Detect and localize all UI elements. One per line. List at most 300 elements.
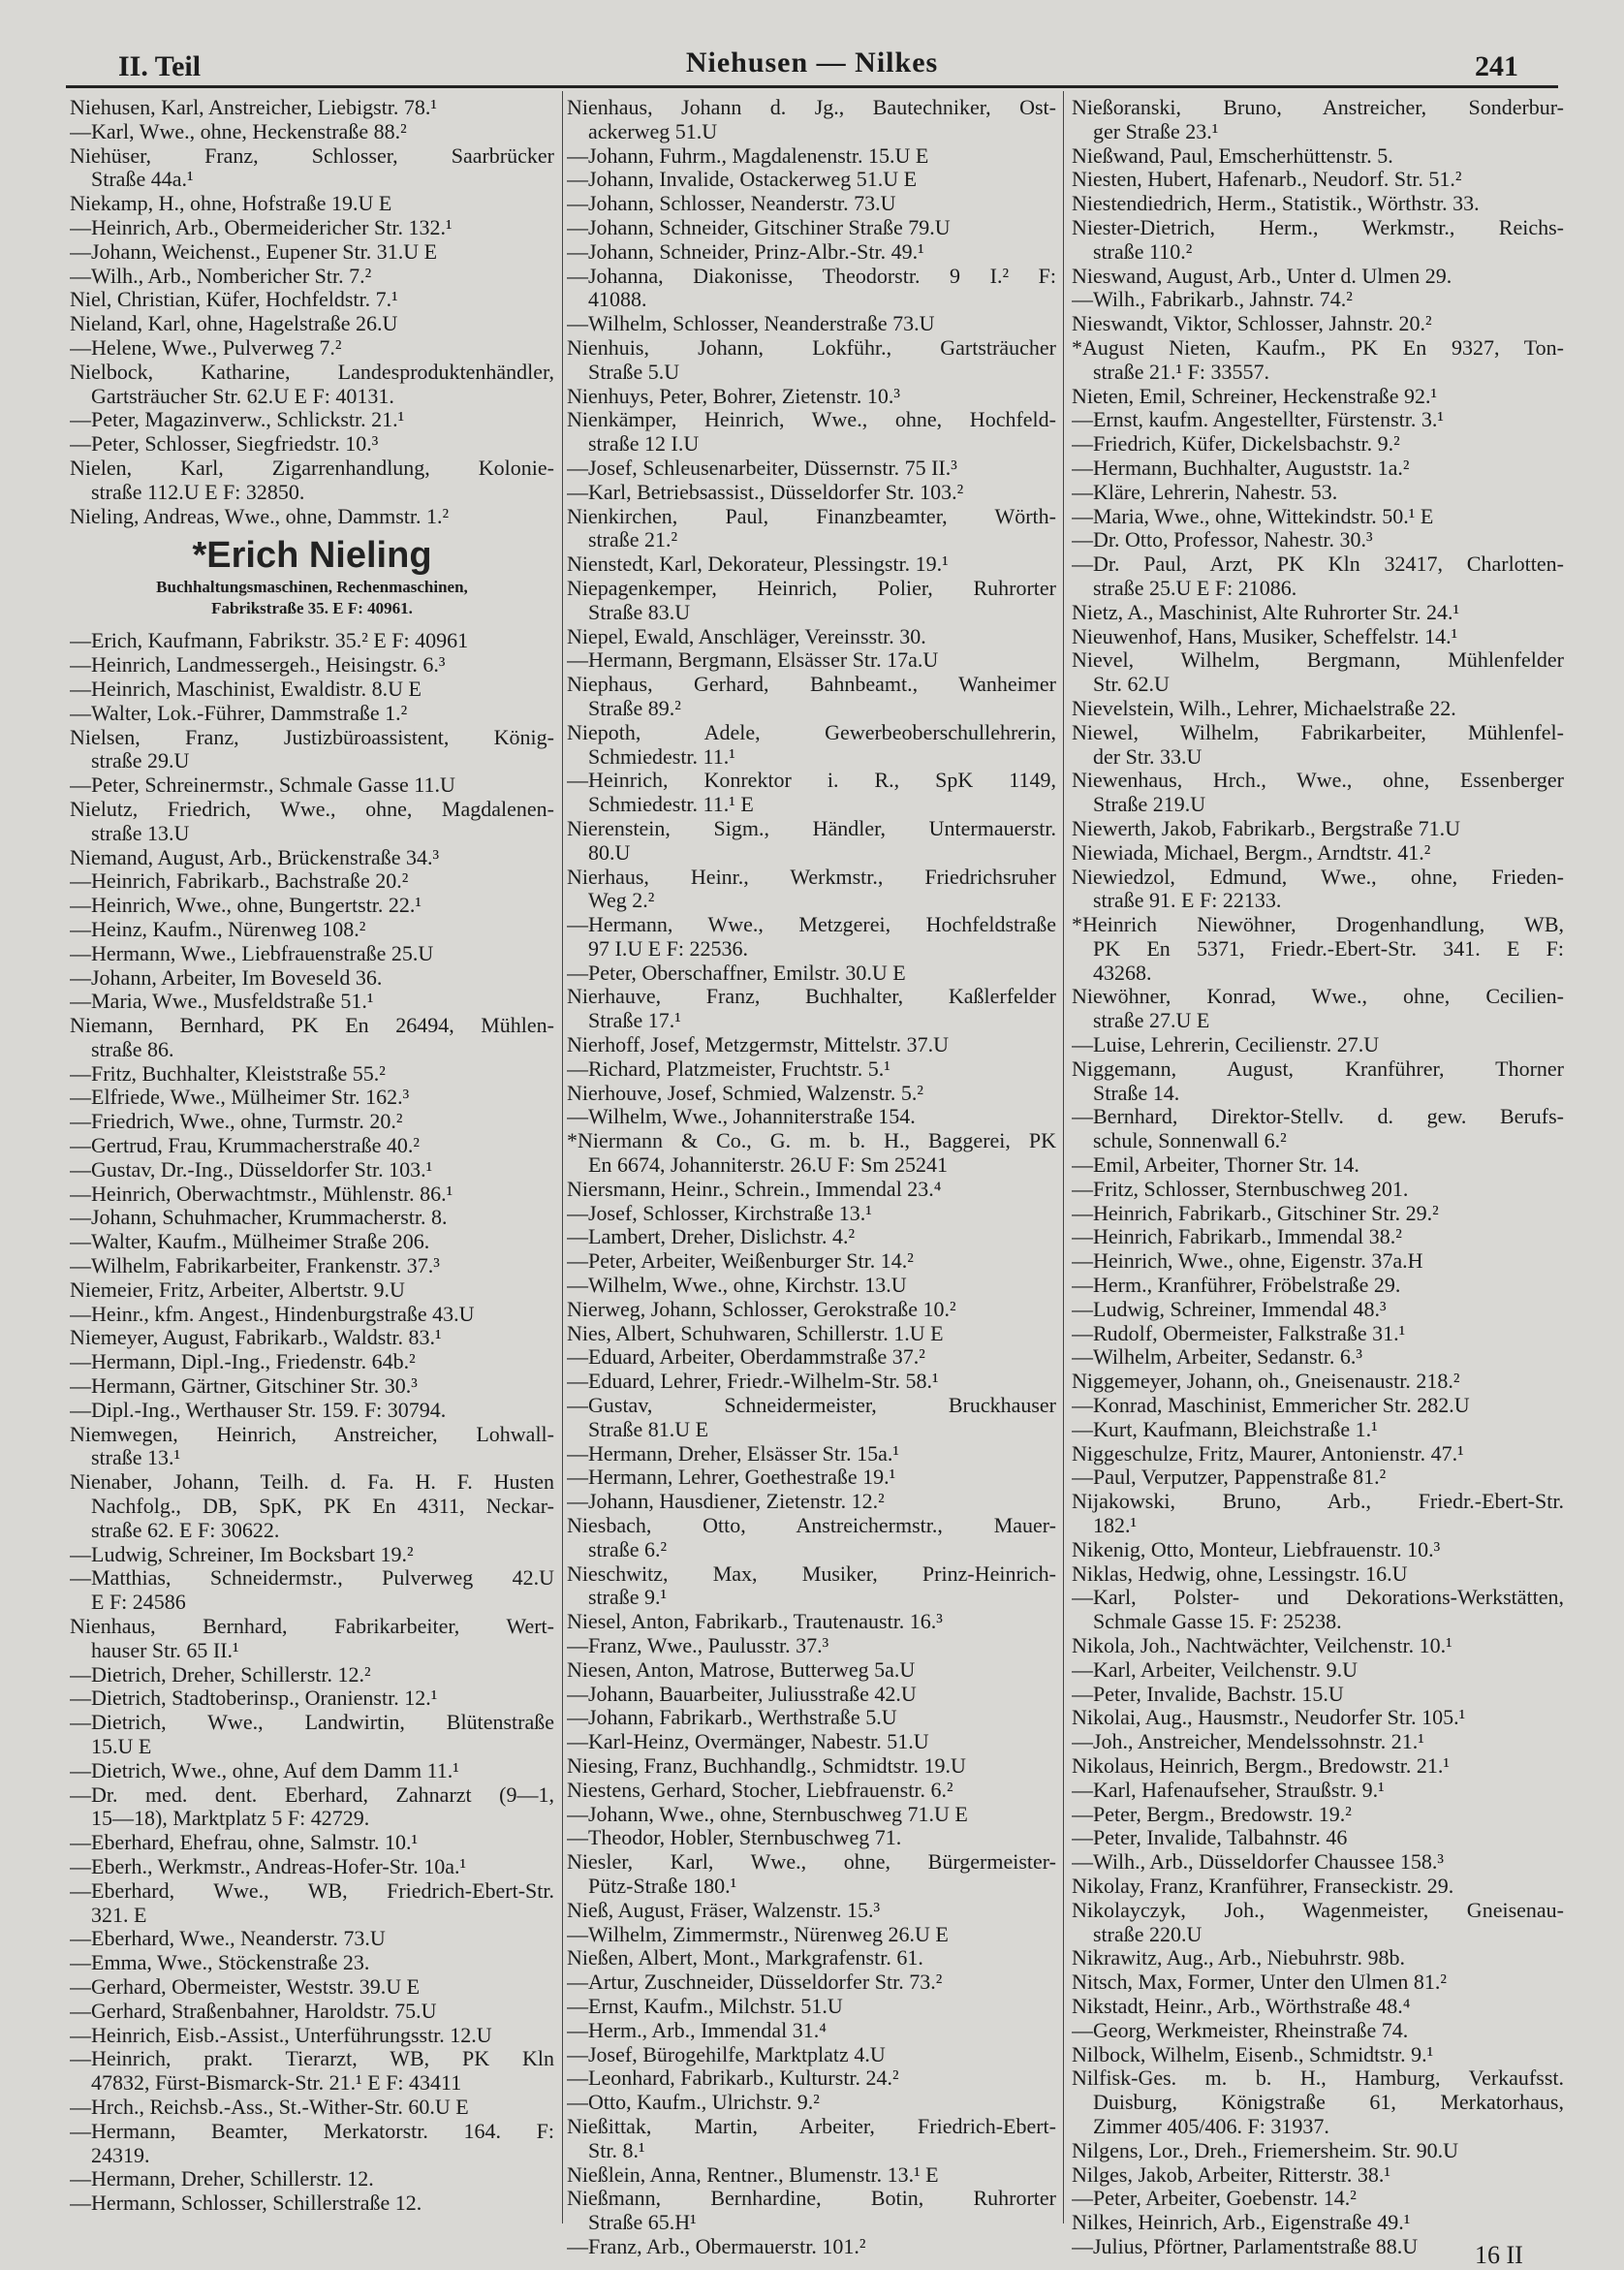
entry-line: —Peter, Arbeiter, Goebenstr. 14.² xyxy=(1072,2187,1357,2211)
entry-line: —Dr. Otto, Professor, Nahestr. 30.³ xyxy=(1072,528,1373,552)
entry-continuation-line: Straße 5.U xyxy=(588,360,680,384)
entry-line: —Konrad, Maschinist, Emmericher Str. 282.U xyxy=(1072,1394,1470,1418)
directory-entry xyxy=(567,505,1056,553)
entry-line: Nießen, Albert, Mont., Markgrafenstr. 61. xyxy=(567,1946,923,1970)
entry-line: —Heinrich, Fabrikarb., Gitschiner Str. 29.² xyxy=(1072,1201,1439,1225)
directory-entry xyxy=(1072,841,1564,866)
entry-line: —Johann, Invalide, Ostackerweg 51.U E xyxy=(567,168,918,192)
entry-line: —Johann, Schneider, Gitschiner Straße 79.U xyxy=(567,215,951,239)
entry-line: Nienhuis, Johann, Lokführ., Gartsträucher xyxy=(567,335,1056,360)
directory-entry xyxy=(567,625,1056,649)
directory-entry xyxy=(70,990,554,1014)
column-divider xyxy=(1063,91,1064,2223)
directory-entry xyxy=(70,408,554,432)
directory-entry xyxy=(1072,1562,1564,1587)
directory-entry xyxy=(70,1350,554,1374)
directory-entry xyxy=(70,918,554,942)
entry-line: —Friedrich, Wwe., ohne, Turmstr. 20.² xyxy=(70,1110,403,1134)
entry-line: —Ernst, Kaufm., Milchstr. 51.U xyxy=(567,1994,843,2018)
entry-line: —Dietrich, Wwe., ohne, Auf dem Damm 11.¹ xyxy=(70,1758,459,1782)
entry-line: —Johann, Schlosser, Neanderstr. 73.U xyxy=(567,192,896,216)
entry-line: —Dipl.-Ing., Werthauser Str. 159. F: 30794. xyxy=(70,1398,447,1422)
directory-entry xyxy=(1072,1803,1564,1827)
entry-line: —Josef, Schlosser, Kirchstraße 13.¹ xyxy=(567,1201,872,1225)
directory-entry xyxy=(1072,144,1564,169)
entry-continuation-line: straße 27.U E xyxy=(1093,1009,1210,1033)
directory-entry xyxy=(1072,648,1564,697)
directory-entry xyxy=(1072,552,1564,601)
directory-entry xyxy=(1072,505,1564,529)
entry-line: —Hermann, Dreher, Elsässer Str. 15a.¹ xyxy=(567,1441,899,1466)
entry-line: —Johann, Schuhmacher, Krummacherstr. 8. xyxy=(70,1206,448,1230)
ad-line: Fabrikstraße 35. E F: 40961. xyxy=(211,599,413,618)
entry-continuation-line: 15.U E xyxy=(91,1735,152,1758)
directory-entry xyxy=(1072,528,1564,552)
entry-continuation-line: straße 62. E F: 30622. xyxy=(91,1518,280,1542)
directory-entry xyxy=(1072,1995,1564,2019)
directory-entry xyxy=(567,240,1056,265)
entry-line: Nieß, August, Fräser, Walzenstr. 15.³ xyxy=(567,1898,881,1922)
entry-continuation-line: Straße 14. xyxy=(1093,1081,1180,1105)
directory-entry xyxy=(567,1730,1056,1754)
entry-line: Nienhuys, Peter, Bohrer, Zietenstr. 10.³ xyxy=(567,384,900,408)
directory-entry xyxy=(567,1803,1056,1827)
entry-line: —Franz, Arb., Obermauerstr. 101.² xyxy=(567,2234,866,2258)
entry-line: Niesten, Hubert, Hafenarb., Neudorf. Str. 51.² xyxy=(1072,168,1462,192)
directory-entry xyxy=(70,1110,554,1134)
directory-entry xyxy=(1072,697,1564,721)
directory-entry xyxy=(70,726,554,774)
entry-continuation-line: Schmiedestr. 11.¹ xyxy=(588,744,735,769)
directory-entry xyxy=(567,673,1056,721)
entry-line: —Heinrich, Eisb.-Assist., Unterführungsstr. 12.U xyxy=(70,2023,492,2047)
entry-line: Nies, Albert, Schuhwaren, Schillerstr. 1.U E xyxy=(567,1321,944,1345)
directory-entry xyxy=(567,168,1056,192)
entry-line: —Johann, Schneider, Prinz-Albr.-Str. 49.¹ xyxy=(567,239,924,264)
entry-line: *Heinrich Niewöhner, Drogenhandlung, WB, xyxy=(1072,913,1564,937)
entry-line: —Josef, Schleusenarbeiter, Düssernstr. 75 II.³ xyxy=(567,456,957,480)
entry-line: Niemand, August, Arb., Brückenstraße 34.³ xyxy=(70,845,440,869)
entry-continuation-line: Straße 44a.¹ xyxy=(91,168,194,192)
directory-entry xyxy=(70,1783,554,1832)
directory-entry xyxy=(1072,408,1564,432)
entry-line: —Eduard, Lehrer, Friedr.-Wilhelm-Str. 58.¹ xyxy=(567,1370,939,1394)
entry-line: Nieling, Andreas, Wwe., ohne, Dammstr. 1.² xyxy=(70,504,450,528)
entry-line: Niesler, Karl, Wwe., ohne, Bürgermeister- xyxy=(567,1850,1056,1875)
directory-entry xyxy=(1072,1466,1564,1490)
entry-line: —Eberhard, Ehefrau, ohne, Salmstr. 10.¹ xyxy=(70,1831,419,1855)
directory-entry xyxy=(70,265,554,289)
directory-entry xyxy=(567,1466,1056,1490)
directory-entry xyxy=(567,408,1056,457)
entry-line: Niesing, Franz, Buchhandlg., Schmidtstr. 19.U xyxy=(567,1753,966,1778)
entry-line: Nieswand, August, Arb., Unter d. Ulmen 29. xyxy=(1072,264,1452,288)
directory-entry xyxy=(1072,1826,1564,1850)
entry-line: —Peter, Magazinverw., Schlickstr. 21.¹ xyxy=(70,408,405,432)
column-1 xyxy=(70,96,554,2216)
entry-line: Nilges, Jakob, Arbeiter, Ritterstr. 38.¹ xyxy=(1072,2162,1390,2187)
directory-entry xyxy=(567,1298,1056,1322)
entry-continuation-line: straße 13.¹ xyxy=(91,1446,181,1470)
entry-line: —Heinrich, Wwe., ohne, Bungertstr. 22.¹ xyxy=(70,894,422,918)
entry-line: Niester-Dietrich, Herm., Werkmstr., Reichs- xyxy=(1072,215,1564,239)
entry-line: Nielsen, Franz, Justizbüroassistent, König- xyxy=(70,725,554,749)
entry-line: —Julius, Pförtner, Parlamentstraße 88.U xyxy=(1072,2234,1419,2258)
directory-entry xyxy=(1072,817,1564,841)
entry-line: Niel, Christian, Küfer, Hochfeldstr. 7.¹ xyxy=(70,288,398,312)
directory-entry xyxy=(70,505,554,529)
entry-line: —Maria, Wwe., Musfeldstraße 51.¹ xyxy=(70,990,374,1014)
directory-entry xyxy=(1072,769,1564,817)
printer-signature: 16 II xyxy=(1475,2241,1523,2269)
entry-continuation-line: 15—18), Marktplatz 5 F: 42729. xyxy=(91,1807,370,1831)
entry-line: —Walter, Lok.-Führer, Dammstraße 1.² xyxy=(70,701,408,725)
entry-continuation-line: straße 86. xyxy=(91,1037,174,1061)
entry-continuation-line: hauser Str. 65 II.¹ xyxy=(91,1638,239,1662)
directory-entry xyxy=(567,1225,1056,1249)
entry-line: Nijakowski, Bruno, Arb., Friedr.-Ebert-Str. xyxy=(1072,1490,1564,1514)
directory-entry xyxy=(567,1274,1056,1298)
entry-line: Nilkes, Heinrich, Arb., Eigenstraße 49.¹ xyxy=(1072,2211,1411,2235)
entry-line: Nikenig, Otto, Monteur, Liebfrauenstr. 10.³ xyxy=(1072,1537,1441,1561)
directory-entry xyxy=(567,144,1056,169)
entry-line: Nieuwenhof, Hans, Musiker, Scheffelstr. 14.¹ xyxy=(1072,624,1458,648)
entry-continuation-line: straße 6.² xyxy=(588,1537,668,1561)
directory-entry xyxy=(1072,1706,1564,1730)
entry-line: —Peter, Oberschaffner, Emilstr. 30.U E xyxy=(567,961,906,985)
entry-line: Niestens, Gerhard, Stocher, Liebfrauenstr. 6.² xyxy=(567,1778,953,1802)
directory-entry xyxy=(567,1082,1056,1106)
entry-line: Niesel, Anton, Fabrikarb., Trautenaustr. 16.³ xyxy=(567,1610,943,1634)
directory-entry xyxy=(70,1399,554,1423)
directory-entry xyxy=(567,2019,1056,2043)
entry-line: —Wilh., Fabrikarb., Jahnstr. 74.² xyxy=(1072,288,1353,312)
entry-line: Nitsch, Max, Former, Unter den Ulmen 81.² xyxy=(1072,1970,1447,1995)
directory-entry xyxy=(1072,1875,1564,1899)
entry-list xyxy=(70,96,554,528)
entry-line: Nikolaus, Heinrich, Bergm., Bredowstr. 21.¹ xyxy=(1072,1753,1450,1778)
directory-entry xyxy=(1072,288,1564,312)
entry-line: —Ernst, kaufm. Angestellter, Fürstenstr. 3.¹ xyxy=(1072,408,1444,432)
entry-line: Nierhoff, Josef, Metzgermstr, Mittelstr. 37.U xyxy=(567,1033,950,1057)
entry-line: Nielutz, Friedrich, Wwe., ohne, Magdalenen- xyxy=(70,797,554,821)
entry-line: —Dr. med. dent. Eberhard, Zahnarzt (9—1, xyxy=(70,1782,554,1807)
column-divider xyxy=(562,91,563,2223)
entry-continuation-line: der Str. 33.U xyxy=(1093,744,1202,769)
entry-line: —Karl, Hafenaufseher, Straußstr. 9.¹ xyxy=(1072,1778,1385,1802)
entry-continuation-line: Straße 17.¹ xyxy=(588,1009,681,1033)
directory-entry xyxy=(70,894,554,918)
entry-line: —Hermann, Buchhalter, Auguststr. 1a.² xyxy=(1072,456,1410,480)
entry-line: Nieten, Emil, Schreiner, Heckenstraße 92.¹ xyxy=(1072,384,1438,408)
entry-line: —Hermann, Beamter, Merkatorstr. 164. F: xyxy=(70,2119,554,2143)
directory-entry xyxy=(567,1345,1056,1370)
entry-line: Niestendiedrich, Herm., Statistik., Wörthstr. 33. xyxy=(1072,192,1480,216)
directory-entry xyxy=(1072,1970,1564,1995)
entry-line: Niemwegen, Heinrich, Anstreicher, Lohwall- xyxy=(70,1422,554,1446)
entry-line: Niewiedzol, Edmund, Wwe., ohne, Frieden- xyxy=(1072,865,1564,889)
entry-continuation-line: Straße 81.U E xyxy=(588,1417,709,1441)
directory-entry xyxy=(70,1566,554,1615)
directory-entry xyxy=(567,2115,1056,2163)
directory-entry xyxy=(70,96,554,120)
directory-entry xyxy=(1072,1298,1564,1322)
entry-line: —Artur, Zuschneider, Düsseldorfer Str. 73.² xyxy=(567,1970,943,1995)
entry-line: —Kurt, Kaufmann, Bleichstraße 1.¹ xyxy=(1072,1417,1378,1441)
directory-entry xyxy=(70,288,554,312)
directory-entry xyxy=(1072,1683,1564,1707)
directory-entry xyxy=(70,2024,554,2048)
directory-entry xyxy=(70,678,554,702)
directory-entry xyxy=(70,942,554,966)
entry-line: —Elfriede, Wwe., Mülheimer Str. 162.³ xyxy=(70,1086,410,1110)
directory-entry xyxy=(70,2000,554,2024)
directory-entry xyxy=(1072,1442,1564,1466)
entry-line: Niewerth, Jakob, Fabrikarb., Bergstraße 71.U xyxy=(1072,816,1460,840)
entry-line: Nienstedt, Karl, Dekorateur, Plessingstr. 19.¹ xyxy=(567,552,949,577)
directory-entry xyxy=(70,1855,554,1879)
entry-line: —Gertrud, Frau, Krummacherstraße 40.² xyxy=(70,1134,420,1158)
directory-entry xyxy=(567,457,1056,481)
directory-entry xyxy=(567,192,1056,216)
entry-line: —Friedrich, Küfer, Dickelsbachstr. 9.² xyxy=(1072,432,1400,457)
entry-line: —Richard, Platzmeister, Fruchtstr. 5.¹ xyxy=(567,1056,890,1081)
directory-entry xyxy=(1072,96,1564,144)
directory-entry xyxy=(1072,1850,1564,1875)
directory-entry xyxy=(70,1759,554,1783)
entry-line: —Gustav, Dr.-Ing., Düsseldorfer Str. 103.¹ xyxy=(70,1157,433,1182)
entry-line: Nießoranski, Bruno, Anstreicher, Sonderbur- xyxy=(1072,96,1564,119)
entry-line: —Eduard, Arbeiter, Oberdammstraße 37.² xyxy=(567,1345,925,1370)
directory-entry xyxy=(70,1158,554,1182)
entry-line: Nießmann, Bernhardine, Botin, Ruhrorter xyxy=(567,2187,1056,2211)
entry-line: Nießlein, Anna, Rentner., Blumenstr. 13.¹ E xyxy=(567,2162,939,2187)
directory-entry xyxy=(567,866,1056,914)
advertisement-erich-nieling xyxy=(70,528,554,629)
entry-line: Nierhaus, Heinr., Werkmstr., Friedrichsruher xyxy=(567,865,1056,889)
directory-entry xyxy=(70,773,554,798)
entry-line: —Lambert, Dreher, Dislichstr. 4.² xyxy=(567,1225,856,1249)
entry-line: —Dietrich, Dreher, Schillerstr. 12.² xyxy=(70,1662,371,1687)
entry-line: —Fritz, Buchhalter, Kleiststraße 55.² xyxy=(70,1061,386,1086)
directory-entry xyxy=(70,2167,554,2191)
directory-entry xyxy=(70,1879,554,1928)
directory-entry xyxy=(567,985,1056,1033)
directory-entry xyxy=(567,1634,1056,1658)
entry-line: —Hrch., Reichsb.-Ass., St.-Wither-Str. 60.U E xyxy=(70,2095,469,2119)
directory-entry xyxy=(1072,1178,1564,1202)
directory-entry xyxy=(1072,1730,1564,1754)
directory-entry xyxy=(1072,1538,1564,1562)
directory-entry xyxy=(70,240,554,265)
entry-line: Nikolayczyk, Joh., Wagenmeister, Gneisenau- xyxy=(1072,1898,1564,1922)
entry-line: —Emma, Wwe., Stöckenstraße 23. xyxy=(70,1951,370,1975)
directory-entry xyxy=(1072,2019,1564,2043)
directory-entry xyxy=(70,1206,554,1230)
entry-continuation-line: E F: 24586 xyxy=(91,1591,186,1615)
directory-entry xyxy=(1072,1586,1564,1634)
directory-entry xyxy=(70,2047,554,2096)
directory-entry xyxy=(567,1562,1056,1611)
directory-entry xyxy=(1072,1274,1564,1298)
directory-entry xyxy=(70,846,554,870)
entry-line: —Bernhard, Direktor-Stellv. d. gew. Berufs- xyxy=(1072,1105,1564,1129)
directory-entry xyxy=(1072,1105,1564,1153)
entry-line: —Hermann, Schlosser, Schillerstraße 12. xyxy=(70,2191,422,2216)
entry-line: Niewöhner, Konrad, Wwe., ohne, Cecilien- xyxy=(1072,985,1564,1009)
entry-line: Niklas, Hedwig, ohne, Lessingstr. 16.U xyxy=(1072,1561,1408,1586)
directory-entry xyxy=(1072,1370,1564,1394)
entry-line: —Matthias, Schneidermstr., Pulverweg 42.U xyxy=(70,1566,554,1591)
entry-line: —Heinrich, Konrektor i. R., SpK 1149, xyxy=(567,769,1056,793)
directory-entry xyxy=(70,457,554,505)
entry-line: —Heinrich, Fabrikarb., Immendal 38.² xyxy=(1072,1225,1402,1249)
entry-line: —Maria, Wwe., ohne, Wittekindstr. 50.¹ E xyxy=(1072,504,1434,528)
entry-line: Nilgens, Lor., Dreh., Friemersheim. Str. 90.U xyxy=(1072,2138,1459,2162)
directory-entry xyxy=(70,653,554,678)
entry-line: —Hermann, Lehrer, Goethestraße 19.¹ xyxy=(567,1466,896,1490)
directory-entry xyxy=(567,1394,1056,1442)
header-rule xyxy=(66,85,1558,88)
directory-entry xyxy=(567,1033,1056,1057)
entry-continuation-line: straße 21.² xyxy=(588,528,678,552)
directory-entry xyxy=(1072,1202,1564,1226)
directory-entry xyxy=(567,1754,1056,1779)
entry-line: Nietz, A., Maschinist, Alte Ruhrorter Str. 24.¹ xyxy=(1072,600,1460,624)
directory-entry xyxy=(1072,1394,1564,1418)
entry-line: —Wilhelm, Schlosser, Neanderstraße 73.U xyxy=(567,312,935,336)
directory-entry xyxy=(70,2096,554,2120)
directory-entry xyxy=(567,2043,1056,2067)
entry-line: —Fritz, Schlosser, Sternbuschweg 201. xyxy=(1072,1177,1409,1201)
directory-entry xyxy=(1072,1033,1564,1057)
entry-line: —Otto, Kaufm., Ulrichstr. 9.² xyxy=(567,2091,820,2115)
entry-line: Nierweg, Johann, Schlosser, Gerokstraße 10.² xyxy=(567,1297,956,1321)
directory-entry xyxy=(567,265,1056,313)
directory-entry xyxy=(1072,1779,1564,1803)
entry-line: —Emil, Arbeiter, Thorner Str. 14. xyxy=(1072,1153,1359,1178)
entry-line: Nienhaus, Johann d. Jg., Bautechniker, Ost- xyxy=(567,96,1056,119)
entry-continuation-line: schule, Sonnenwall 6.² xyxy=(1093,1129,1287,1153)
entry-line: Nienhaus, Bernhard, Fabrikarbeiter, Wert- xyxy=(70,1615,554,1639)
directory-entry xyxy=(70,2120,554,2168)
entry-line: —Wilhelm, Zimmermstr., Nürenweg 26.U E xyxy=(567,1922,949,1946)
entry-line: *Niermann & Co., G. m. b. H., Baggerei, PK xyxy=(567,1129,1056,1153)
entry-continuation-line: 24319. xyxy=(91,2143,150,2167)
directory-entry xyxy=(1072,1946,1564,1970)
directory-entry xyxy=(567,962,1056,986)
entry-line: —Josef, Bürogehilfe, Marktplatz 4.U xyxy=(567,2042,886,2066)
directory-entry xyxy=(1072,1249,1564,1274)
entry-line: —Dietrich, Wwe., Landwirtin, Blütenstraße xyxy=(70,1711,554,1735)
directory-entry xyxy=(70,1182,554,1207)
directory-entry xyxy=(567,1706,1056,1730)
directory-entry xyxy=(1072,601,1564,625)
directory-entry xyxy=(1072,2139,1564,2163)
directory-entry xyxy=(1072,336,1564,385)
directory-entry xyxy=(70,1326,554,1350)
entry-line: Nienkämper, Heinrich, Wwe., ohne, Hochfeld- xyxy=(567,408,1056,432)
entry-line: Niehüser, Franz, Schlosser, Saarbrücker xyxy=(70,143,554,168)
directory-entry xyxy=(70,1278,554,1303)
entry-line: Niesbach, Otto, Anstreichermstr., Mauer- xyxy=(567,1514,1056,1538)
entry-continuation-line: Str. 62.U xyxy=(1093,673,1170,697)
directory-entry xyxy=(1072,2066,1564,2138)
entry-continuation-line: Gartsträucher Str. 62.U E F: 40131. xyxy=(91,384,394,408)
directory-entry xyxy=(567,1178,1056,1202)
entry-line: —Herm., Kranführer, Fröbelstraße 29. xyxy=(1072,1274,1401,1298)
directory-entry xyxy=(70,2191,554,2216)
entry-line: —Gerhard, Straßenbahner, Haroldstr. 75.U xyxy=(70,1999,437,2023)
entry-line: —Peter, Invalide, Bachstr. 15.U xyxy=(1072,1682,1344,1706)
entry-line: —Heinrich, Wwe., ohne, Eigenstr. 37a.H xyxy=(1072,1249,1423,1274)
entry-continuation-line: straße 13.U xyxy=(91,821,190,845)
entry-line: —Hermann, Wwe., Metzgerei, Hochfeldstraße xyxy=(567,913,1056,937)
entry-line: —Peter, Schlosser, Siegfriedstr. 10.³ xyxy=(70,432,379,457)
entry-line: Niemann, Bernhard, PK En 26494, Mühlen- xyxy=(70,1014,554,1038)
entry-line: —Wilhelm, Wwe., ohne, Kirchstr. 13.U xyxy=(567,1274,907,1298)
directory-entry xyxy=(567,1514,1056,1562)
entry-line: Nierenstein, Sigm., Händler, Untermauerstr. xyxy=(567,816,1056,840)
directory-entry xyxy=(567,216,1056,240)
entry-line: —Hermann, Dreher, Schillerstr. 12. xyxy=(70,2167,374,2191)
directory-entry xyxy=(567,2066,1056,2091)
directory-entry xyxy=(1072,1057,1564,1106)
entry-line: Niggeschulze, Fritz, Maurer, Antonienstr. 47.¹ xyxy=(1072,1441,1464,1466)
entry-line: —Wilhelm, Fabrikarbeiter, Frankenstr. 37.³ xyxy=(70,1254,440,1278)
directory-entry xyxy=(567,1610,1056,1634)
entry-continuation-line: Pütz-Straße 180.¹ xyxy=(588,1874,737,1898)
directory-entry xyxy=(70,1423,554,1471)
directory-entry xyxy=(70,1086,554,1110)
directory-entry xyxy=(567,481,1056,505)
entry-continuation-line: Weg 2.² xyxy=(588,889,655,913)
entry-line: —Heinrich, Landmessergeh., Heisingstr. 6.³ xyxy=(70,653,446,678)
directory-entry xyxy=(70,312,554,336)
entry-line: —Eberh., Werkmstr., Andreas-Hofer-Str. 10a.¹ xyxy=(70,1854,467,1878)
entry-line: —Walter, Kaufm., Mülheimer Straße 206. xyxy=(70,1230,430,1254)
directory-entry xyxy=(567,2091,1056,2115)
entry-line: —Hermann, Wwe., Liebfrauenstraße 25.U xyxy=(70,941,434,965)
directory-entry xyxy=(567,1658,1056,1683)
column-3 xyxy=(1072,96,1564,2259)
entry-line: —Herm., Arb., Immendal 31.⁴ xyxy=(567,2018,827,2042)
entry-line: Niepoth, Adele, Gewerbeoberschullehrerin, xyxy=(567,720,1056,744)
directory-entry xyxy=(1072,1754,1564,1779)
entry-continuation-line: 41088. xyxy=(588,288,647,312)
ad-line: Buchhaltungsmaschinen, Rechenmaschinen, xyxy=(156,578,468,597)
directory-entry xyxy=(70,216,554,240)
directory-entry xyxy=(70,1975,554,2000)
entry-continuation-line: Duisburg, Königstraße 61, Merkatorhaus, xyxy=(1093,2091,1564,2115)
entry-continuation-line: Schmale Gasse 15. F: 25238. xyxy=(1093,1610,1342,1634)
entry-line: —Gustav, Schneidermeister, Bruckhauser xyxy=(567,1394,1056,1418)
directory-entry xyxy=(1072,913,1564,985)
directory-entry xyxy=(1072,625,1564,649)
entry-line: —Wilhelm, Wwe., Johanniterstraße 154. xyxy=(567,1105,916,1129)
directory-entry xyxy=(1072,1345,1564,1370)
directory-entry xyxy=(567,648,1056,673)
entry-continuation-line: Straße 219.U xyxy=(1093,793,1206,817)
entry-line: —Heinrich, Fabrikarb., Bachstraße 20.² xyxy=(70,869,409,894)
entry-continuation-line: straße 25.U E F: 21086. xyxy=(1093,576,1297,600)
entry-line: Niekamp, H., ohne, Hofstraße 19.U E xyxy=(70,192,392,216)
directory-entry xyxy=(70,1254,554,1278)
entry-line: —Wilhelm, Arbeiter, Sedanstr. 6.³ xyxy=(1072,1345,1362,1370)
entry-line: Niephaus, Gerhard, Bahnbeamt., Wanheimer xyxy=(567,673,1056,697)
directory-entry xyxy=(567,552,1056,577)
entry-continuation-line: 80.U xyxy=(588,840,631,865)
